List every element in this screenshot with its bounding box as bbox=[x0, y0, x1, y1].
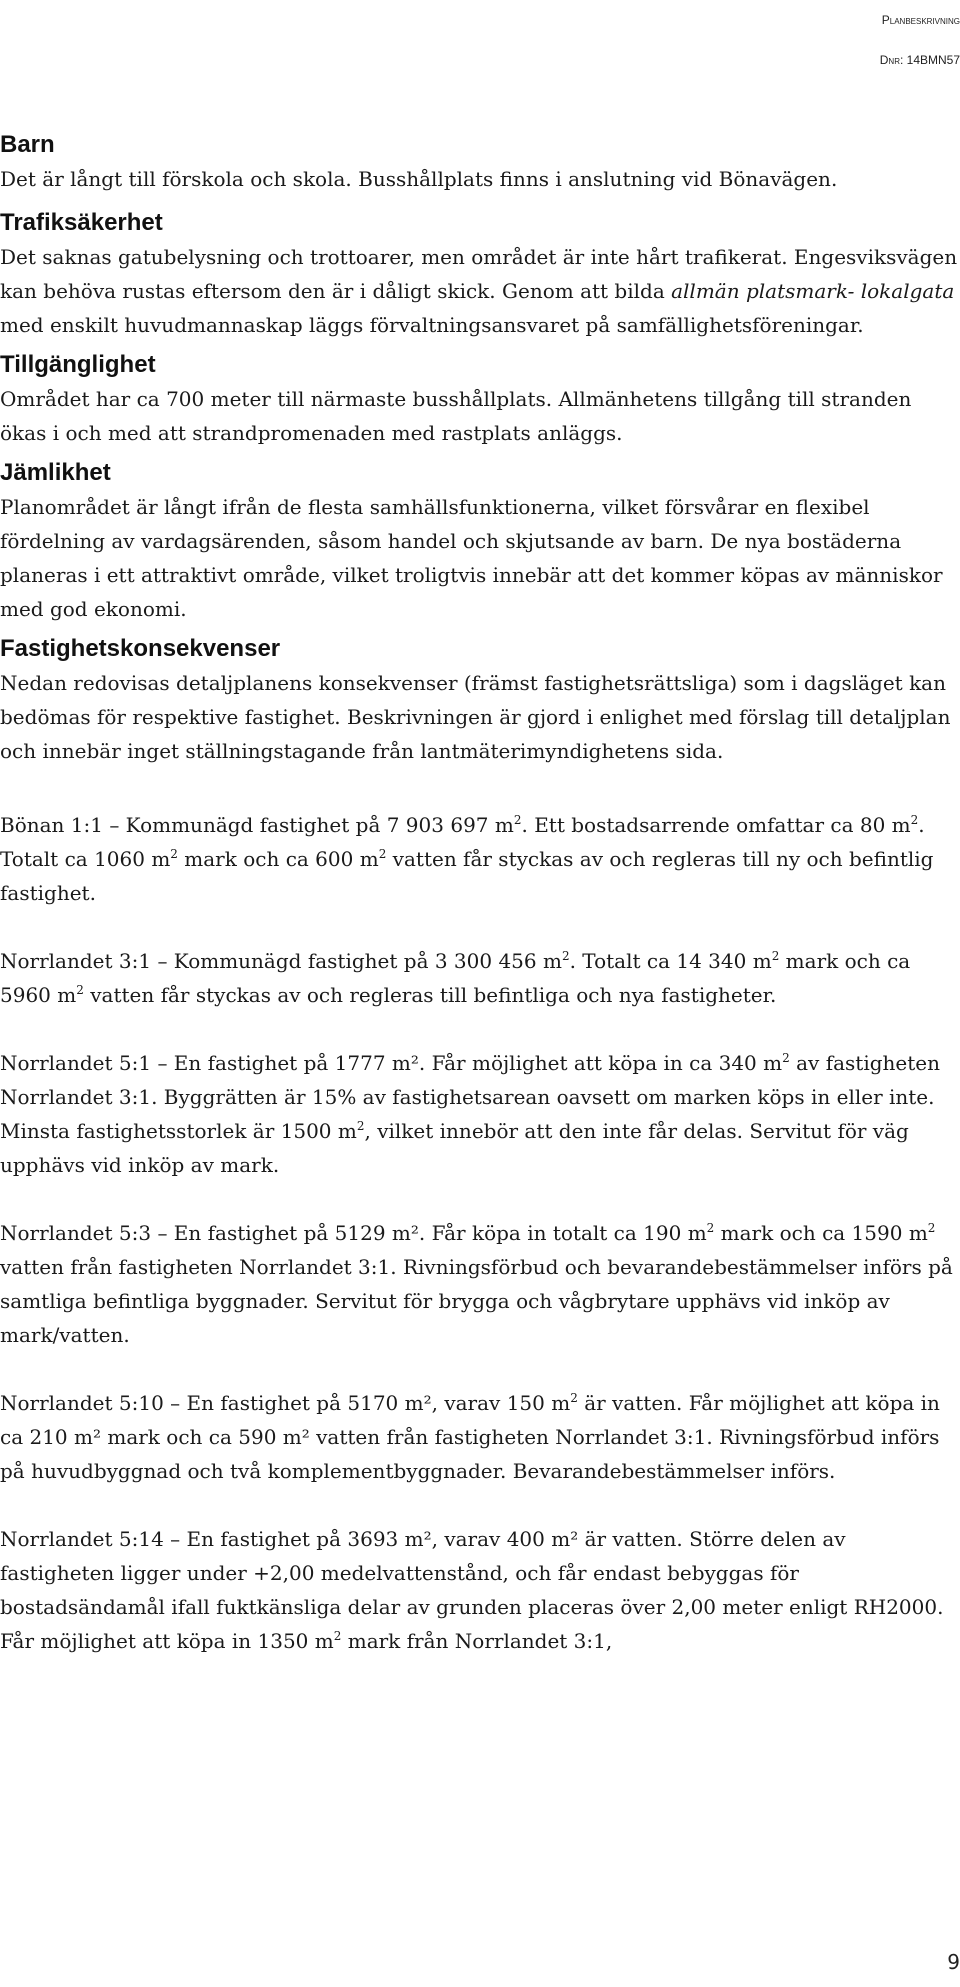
superscript: 2 bbox=[910, 813, 919, 827]
property-text: Bönan 1:1 – Kommunägd fastighet på 7 903 697 m bbox=[0, 813, 514, 837]
property-paragraph bbox=[0, 1386, 958, 1488]
property-paragraph bbox=[0, 1046, 958, 1182]
superscript: 2 bbox=[333, 1629, 342, 1643]
property-text: . Totalt ca 14 340 m bbox=[569, 949, 772, 973]
superscript: 2 bbox=[561, 949, 570, 963]
paragraph-gap bbox=[0, 1488, 958, 1522]
trafik-text-a: Det saknas gatubelysning och trottoarer, men området är inte hårt trafikerat. Engesviksvägen kan behöva rustas eftersom den är i dåligt skick. Genom att bilda bbox=[0, 245, 958, 303]
section-barn bbox=[0, 128, 958, 196]
property-text: Norrlandet 5:10 – En fastighet på 5170 m², varav 150 m bbox=[0, 1391, 571, 1415]
document-number: Dnr: 14BMN57 bbox=[879, 53, 960, 67]
property-text: . Totalt ca 1060 m bbox=[0, 813, 925, 871]
property-text: vatten får styckas av och regleras till ny och befintlig fastighet. bbox=[0, 847, 934, 905]
paragraph-gap bbox=[0, 1352, 958, 1386]
superscript: 2 bbox=[771, 949, 780, 963]
superscript: 2 bbox=[927, 1221, 936, 1235]
property-paragraph bbox=[0, 808, 958, 910]
property-text: . Ett bostadsarrende omfattar ca 80 m bbox=[521, 813, 911, 837]
heading-tillganglighet: Tillgänglighet bbox=[0, 351, 156, 378]
document-type: Planbeskrivning bbox=[881, 13, 960, 27]
superscript: 2 bbox=[513, 813, 522, 827]
property-paragraph bbox=[0, 1522, 958, 1658]
heading-trafiksakerhet: Trafiksäkerhet bbox=[0, 209, 163, 236]
heading-jamlikhet: Jämlikhet bbox=[0, 459, 111, 486]
property-text: Norrlandet 5:14 – En fastighet på 3693 m², varav 400 m² är vatten. Större delen av fastigheten ligger under +2,00 medelvattenstånd, och får endast bebyggas för bostadsändamål ifall fuktkänsliga delar av grunden placeras över 2,00 meter enligt RH2000. Får möjlighet att köpa in 1350 m bbox=[0, 1527, 944, 1653]
section-fastighetskonsekvenser bbox=[0, 632, 958, 768]
property-text: mark från Norrlandet 3:1, bbox=[341, 1629, 613, 1653]
superscript: 2 bbox=[378, 847, 387, 861]
paragraph-barn: Det är långt till förskola och skola. Busshållplats finns i anslutning vid Bönavägen. bbox=[0, 167, 838, 191]
superscript: 2 bbox=[782, 1051, 790, 1065]
property-text: , vilket innebör att den inte får delas. Servitut för väg upphävs vid inköp av mark. bbox=[0, 1119, 909, 1177]
property-text: Norrlandet 5:1 – En fastighet på 1777 m². Får möjlighet att köpa in ca 340 m bbox=[0, 1051, 783, 1075]
heading-barn: Barn bbox=[0, 131, 55, 158]
page-body bbox=[0, 128, 958, 1658]
property-text: vatten från fastigheten Norrlandet 3:1. Rivningsförbud och bevarandebestämmelser införs på samtliga befintliga byggnader. Servitut för brygga och vågbrytare upphävs vid inköp av mark/vatten. bbox=[0, 1255, 953, 1347]
paragraph-gap bbox=[0, 774, 958, 808]
paragraph-tillganglighet: Området har ca 700 meter till närmaste busshållplats. Allmänhetens tillgång till stranden ökas i och med att strandpromenaden med rastplats anläggs. bbox=[0, 387, 912, 445]
property-text: mark och ca 5960 m bbox=[0, 949, 911, 1007]
trafik-text-italic: allmän platsmark- lokalgata bbox=[671, 279, 955, 303]
property-paragraph bbox=[0, 944, 958, 1012]
superscript: 2 bbox=[170, 847, 178, 861]
superscript: 2 bbox=[356, 1119, 365, 1133]
superscript: 2 bbox=[570, 1391, 578, 1405]
page-header bbox=[20, 0, 960, 80]
property-text: vatten får styckas av och regleras till befintliga och nya fastigheter. bbox=[83, 983, 777, 1007]
paragraph-gap bbox=[0, 1182, 958, 1216]
section-trafiksakerhet bbox=[0, 206, 958, 342]
paragraph-jamlikhet: Planområdet är långt ifrån de flesta samhällsfunktionerna, vilket försvårar en flexibel fördelning av vardagsärenden, såsom handel och skjutsande av barn. De nya bostäderna planeras i ett attraktivt område, vilket troligtvis innebär att det kommer köpas av människor med god ekonomi. bbox=[0, 495, 943, 621]
paragraph-gap bbox=[0, 910, 958, 944]
property-list bbox=[0, 774, 958, 1658]
property-text: Norrlandet 5:3 – En fastighet på 5129 m². Får köpa in totalt ca 190 m bbox=[0, 1221, 707, 1245]
property-text: mark och ca 1590 m bbox=[714, 1221, 928, 1245]
property-text: av fastigheten Norrlandet 3:1. Byggrätten är 15% av fastighetsarean oavsett om marken köps in eller inte. Minsta fastighetsstorlek är 1500 m bbox=[0, 1051, 940, 1143]
section-jamlikhet bbox=[0, 456, 958, 626]
property-paragraph bbox=[0, 1216, 958, 1352]
superscript: 2 bbox=[706, 1221, 715, 1235]
superscript: 2 bbox=[76, 983, 84, 997]
trafik-text-b: med enskilt huvudmannaskap läggs förvaltningsansvaret på samfällighetsföreningar. bbox=[0, 313, 864, 337]
heading-fastighetskonsekvenser: Fastighetskonsekvenser bbox=[0, 635, 281, 662]
property-text: Norrlandet 3:1 – Kommunägd fastighet på 3 300 456 m bbox=[0, 949, 562, 973]
paragraph-gap bbox=[0, 1012, 958, 1046]
property-text: är vatten. Får möjlighet att köpa in ca 210 m² mark och ca 590 m² vatten från fastigheten Norrlandet 3:1. Rivningsförbud införs på huvudbyggnad och två komplementbyggnader. Bevarandebestämmelser införs. bbox=[0, 1391, 940, 1483]
paragraph-fastighetskonsekvenser: Nedan redovisas detaljplanens konsekvenser (främst fastighetsrättsliga) som i dagsläget kan bedömas för respektive fastighet. Beskrivningen är gjord i enlighet med förslag till detaljplan och innebär inget ställningstagande från lantmäterimyndighetens sida. bbox=[0, 671, 951, 763]
paragraph-trafiksakerhet bbox=[0, 240, 958, 342]
page-number: 9 bbox=[947, 1950, 960, 1974]
section-tillganglighet bbox=[0, 348, 958, 450]
property-text: mark och ca 600 m bbox=[177, 847, 379, 871]
